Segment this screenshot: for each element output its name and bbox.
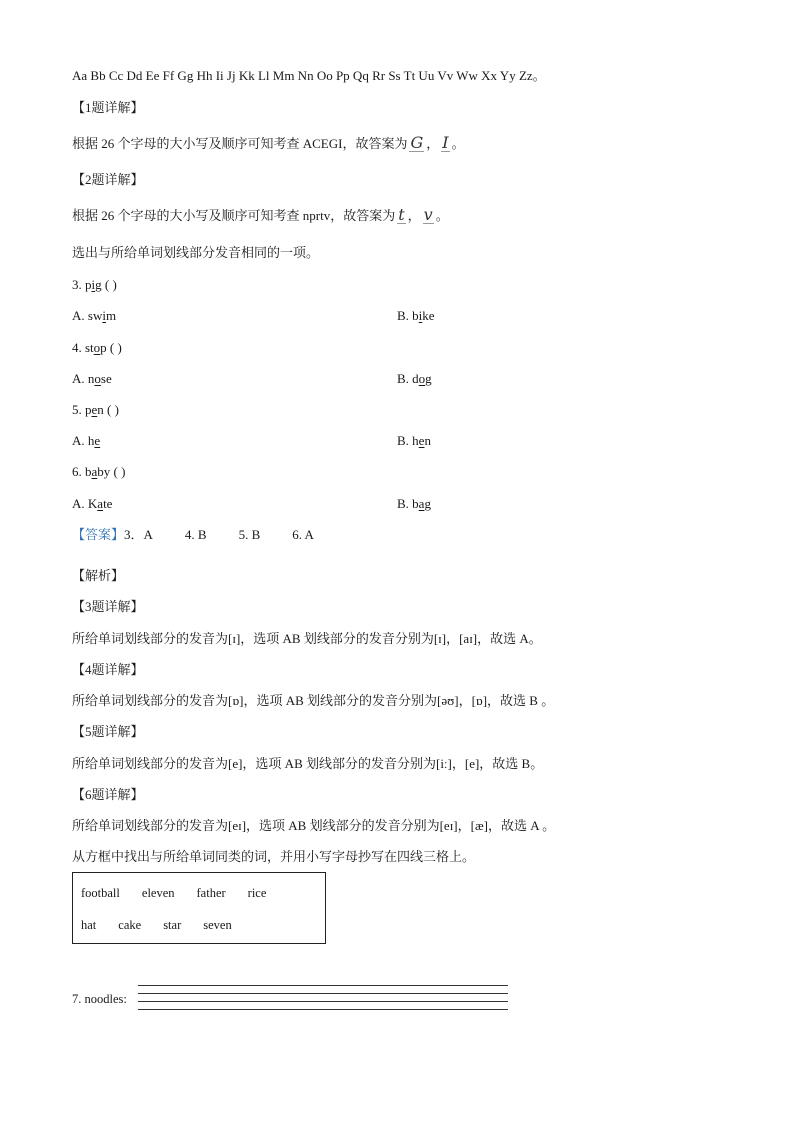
q6-detail-text: 所给单词划线部分的发音为[eɪ]，选项 AB 划线部分的发音分别为[eɪ]，[æ]，故选 A 。	[72, 818, 556, 833]
question-3	[72, 276, 117, 294]
question-word: baby	[85, 464, 111, 479]
q1-handwritten-answer-1: G	[410, 133, 424, 152]
word-box-word: star	[163, 918, 182, 932]
grid-line-3	[138, 1001, 508, 1002]
answer-label: 【答案】	[72, 527, 125, 542]
word-box-word: father	[196, 886, 226, 900]
question-word: pig	[85, 277, 102, 292]
question-4	[72, 339, 122, 357]
answer-3: 3．A	[124, 527, 153, 542]
section-instruction: 选出与所给单词划线部分发音相同的一项。	[72, 245, 320, 260]
q1-handwritten-answer-2: I	[442, 133, 449, 152]
answer-blank: ( )	[104, 277, 117, 292]
question-number: 6.	[72, 464, 82, 479]
alphabet-line: Aa Bb Cc Dd Ee Ff Gg Hh Ii Jj Kk Ll Mm Nn Oo Pp Qq Rr Ss Tt Uu Vv Ww Xx Yy Zz。	[72, 68, 546, 83]
question-5-option-a: A. he	[72, 433, 101, 448]
answer-6: 6. A	[292, 527, 314, 542]
word-box-word: eleven	[141, 886, 175, 900]
question-3-option-b: B. bike	[397, 308, 435, 323]
grid-line-4	[138, 1009, 508, 1010]
word-box	[72, 872, 326, 944]
word-box-word: seven	[203, 918, 232, 932]
answers-line	[72, 526, 314, 544]
question-6-option-b: B. bag	[397, 496, 431, 511]
answer-blank: ( )	[109, 340, 122, 355]
question-4-option-b: B. dog	[397, 371, 432, 386]
q1-separator: ，	[426, 136, 440, 151]
q3-detail-text: 所给单词划线部分的发音为[ɪ]，选项 AB 划线部分的发音分别为[ɪ]，[aɪ]，故选 A。	[72, 631, 542, 646]
question-number: 5.	[72, 402, 82, 417]
q6-detail-heading: 【6题详解】	[72, 787, 144, 802]
q1-detail-heading: 【1题详解】	[72, 100, 144, 115]
section2-instruction: 从方框中找出与所给单词同类的词，并用小写字母抄写在四线三格上。	[72, 849, 476, 864]
grid-line-1	[138, 985, 508, 986]
question-3-option-a: A. swim	[72, 308, 117, 323]
q1-end: 。	[451, 136, 465, 151]
question-5	[72, 401, 119, 419]
answer-5: 5. B	[238, 527, 261, 542]
word-box-word: football	[81, 886, 120, 900]
q1-detail-text	[72, 135, 465, 153]
analysis-label: 【解析】	[72, 568, 125, 583]
grid-line-2	[138, 993, 508, 994]
question-7-label: 7. noodles:	[72, 992, 127, 1006]
q2-explanation: 根据 26 个字母的大小写及顺序可知考查 nprtv，故答案为	[72, 208, 396, 223]
word-box-word: hat	[81, 918, 97, 932]
word-box-row-1	[81, 886, 288, 901]
q1-explanation: 根据 26 个字母的大小写及顺序可知考查 ACEGI，故答案为	[72, 136, 408, 151]
q2-detail-heading: 【2题详解】	[72, 172, 144, 187]
question-number: 4.	[72, 340, 82, 355]
q2-separator: ，	[407, 208, 421, 223]
four-line-writing-grid[interactable]	[138, 985, 508, 1011]
answer-4: 4. B	[184, 527, 207, 542]
question-6	[72, 463, 125, 481]
question-word: pen	[85, 402, 104, 417]
word-box-word: cake	[118, 918, 142, 932]
q2-detail-text	[72, 207, 449, 225]
question-5-option-b: B. hen	[397, 433, 431, 448]
word-box-row-2	[81, 918, 254, 933]
q4-detail-text: 所给单词划线部分的发音为[ɒ]，选项 AB 划线部分的发音分别为[əʊ]，[ɒ]，故选 B 。	[72, 693, 555, 708]
question-4-option-a: A. nose	[72, 371, 112, 386]
q2-end: 。	[435, 208, 449, 223]
question-number: 3.	[72, 277, 82, 292]
question-word: stop	[85, 340, 107, 355]
word-box-word: rice	[247, 886, 267, 900]
answer-blank: ( )	[113, 464, 126, 479]
q5-detail-text: 所给单词划线部分的发音为[e]，选项 AB 划线部分的发音分别为[iː]，[e]，故选 B。	[72, 756, 544, 771]
q5-detail-heading: 【5题详解】	[72, 724, 144, 739]
q2-handwritten-answer-1: t	[398, 205, 405, 224]
answer-blank: ( )	[107, 402, 119, 417]
question-6-option-a: A. Kate	[72, 496, 113, 511]
q2-handwritten-answer-2: v	[423, 205, 433, 224]
q4-detail-heading: 【4题详解】	[72, 662, 144, 677]
q3-detail-heading: 【3题详解】	[72, 599, 144, 614]
